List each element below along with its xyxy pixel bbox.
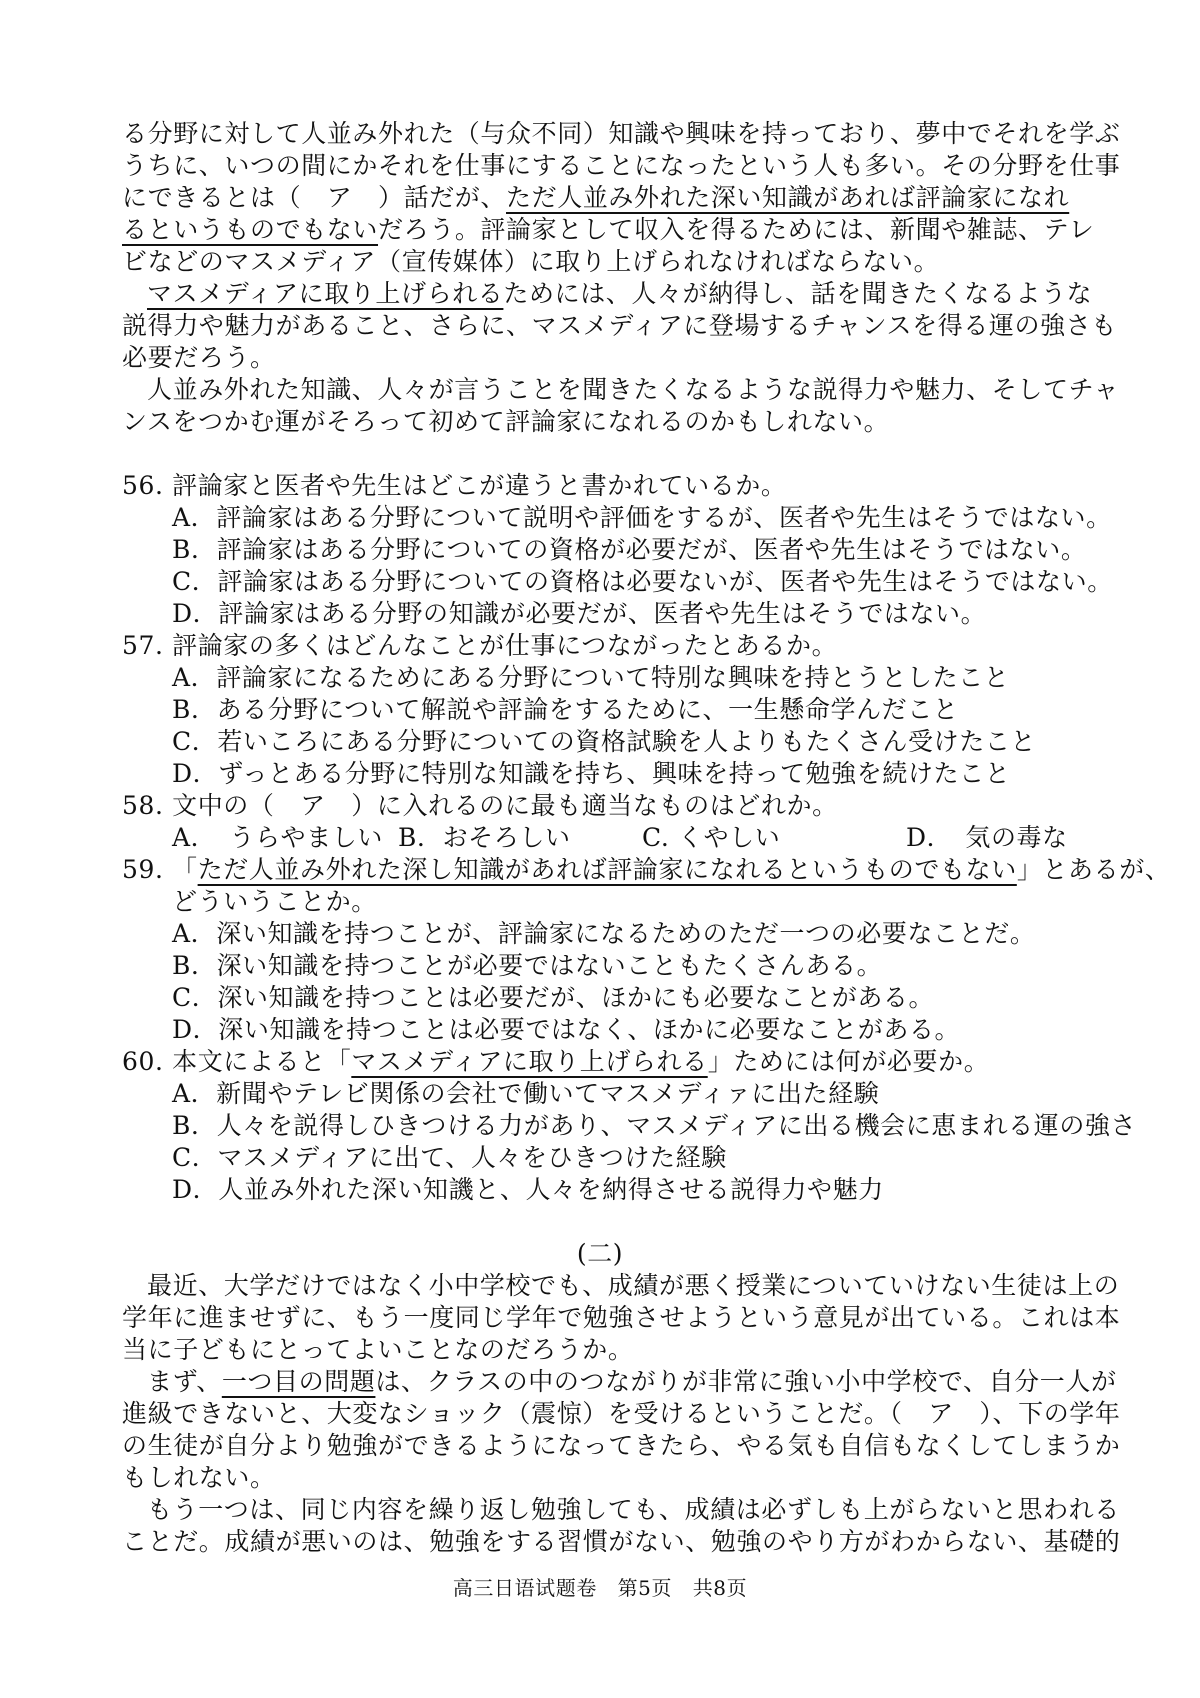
question-59-option-c: C．深い知識を持つことは必要だが、ほかにも必要なことがある。 [172,983,935,1012]
question-58-option-d: D． 気の毒な [906,823,1068,852]
question-57-option-a: A．評論家になるためにある分野について特別な興味を持とうとしたこと [172,663,1010,692]
question-text: 」ためには何が必要か。 [707,1047,990,1076]
question-58-option-b: B．おそろしい [398,823,571,852]
question-60-option-d: D．人並み外れた深い知譏と、人々を納得させる説得力や魅力 [172,1175,884,1204]
question-56-option-c: C．評論家はある分野についての資格は必要ないが、医者や先生はそうではない。 [172,567,1113,596]
passage-line: うちに、いつの間にかそれを仕事にすることになったという人も多い。その分野を仕事 [122,151,1121,180]
page-footer: 高三日语试题卷 第5页 共8页 [452,1576,748,1600]
question-57-option-d: D．ずっとある分野に特別な知識を持ち、興味を持って勉強を続けたこと [172,759,1011,788]
question-60-option-c: C．マスメディアに出て、人々をひきつけた経験 [172,1143,727,1172]
passage-line: 当に子どもにとってよいことなのだろうか。 [122,1335,634,1364]
passage-line: 進級できないと、大変なショック（震惊）を受けるということだ。（ ア ）、下の学年 [122,1399,1121,1428]
passage-line: 必要だろう。 [122,343,276,372]
passage-line: 学年に進ませずに、もう一度同じ学年で勉強させようという意見が出ている。これは本 [122,1303,1121,1332]
underlined-phrase: マスメディアに取り上げられる [147,279,504,308]
passage-line: ことだ。成績が悪いのは、勉強をする習慣がない、勉強のやり方がわからない、基礎的 [122,1527,1121,1556]
question-58-stem: 58. 文中の（ ア ）に入れるのに最も適当なものはどれか。 [122,791,838,820]
passage-line: 人並み外れた知識、人々が言うことを聞きたくなるような説得力や魅力、そしてチャ [147,375,1120,404]
question-60-option-a: A．新聞やテレビ関係の会社で働いてマスメディァに出た経験 [172,1079,880,1108]
question-60-stem [122,1046,989,1078]
underlined-phrase: ただ人並み外れた深し知識があれば評論家になれるというものでもない [197,855,1017,884]
quote-open: 「 [172,855,198,884]
question-60-option-b: B．人々を説得しひきつける力があり、マスメディアに出る機会に恵まれる運の強さ [172,1111,1137,1140]
question-56-option-d: D．評論家はある分野の知識が必要だが、医者や先生はそうではない。 [172,599,987,628]
passage-text: まず、 [147,1367,222,1396]
question-57-stem: 57. 評論家の多くはどんなことが仕事につながったとあるか。 [122,631,838,660]
underlined-phrase: 一つ目の問題 [221,1367,376,1396]
passage-line: 最近、大学だけではなく小中学校でも、成績が悪く授業についていけない生徒は上の [147,1271,1120,1300]
passage-line: る分野に対して人並み外れた（与众不同）知識や興味を持っており、夢中でそれを学ぶ [122,119,1121,148]
passage-text: ためには、人々が納得し、話を聞きたくなるような [503,279,1093,308]
passage-line [147,1366,1117,1398]
question-56-option-b: B．評論家はある分野についての資格が必要だが、医者や先生はそうではない。 [172,535,1087,564]
underlined-phrase: ただ人並み外れた深い知識があれば評論家になれ [506,183,1070,212]
question-56-stem: 56. 評論家と医者や先生はどこが違うと書かれているか。 [122,471,787,500]
question-58-option-c: C. くやしい [642,823,781,852]
passage-line [147,278,1092,310]
passage-text: だろう。評論家として収入を得るためには、新聞や雑誌、テレ [378,215,1095,244]
question-59-option-d: D．深い知識を持つことは必要ではなく、ほかに必要なことがある。 [172,1015,961,1044]
question-58-option-a: A． うらやましい [172,823,383,852]
question-text: 60. 本文によると「 [122,1047,352,1076]
passage-line: 説得力や魅力があること、さらに、マスメディアに登場するチャンスを得る運の強さも [122,311,1117,340]
passage-text: は、クラスの中のつながりが非常に強い小中学校で、自分一人が [375,1367,1117,1396]
passage-line [122,214,1094,246]
question-59-stem-continued: どういうことか。 [172,887,377,916]
underlined-phrase: マスメディアに取り上げられる [351,1047,708,1076]
question-57-option-c: C．若いころにある分野についての資格試験を人よりもたくさん受けたこと [172,727,1037,756]
passage-line: もう一つは、同じ内容を繰り返し勉強しても、成績は必ずしも上がらないと思われる [147,1495,1120,1524]
passage-line: ビなどのマスメディア（宣传媒体）に取り上げられなければならない。 [122,247,940,276]
question-56-option-a: A．評論家はある分野について説明や評価をするが、医者や先生はそうではない。 [172,503,1112,532]
question-59-number: 59. [122,855,164,884]
passage-line: もしれない。 [122,1463,276,1492]
passage-text: にできるとは（ ア ）話だが、 [122,183,507,212]
question-59-option-b: B．深い知識を持つことが必要ではないこともたくさんある。 [172,951,883,980]
question-57-option-b: B．ある分野について解説や評論をするために、一生懸命学んだこと [172,695,959,724]
question-59-option-a: A．深い知識を持つことが、評論家になるためのただ一つの必要なことだ。 [172,919,1036,948]
passage-line [122,182,1069,214]
question-59-stem [172,854,1170,886]
underlined-phrase: るというものでもない [122,215,379,244]
section-heading: (二) [576,1239,624,1268]
quote-close: 」とあるが、 [1016,855,1171,884]
passage-line: の生徒が自分より勉強ができるようになってきたら、やる気も自信もなくしてしまうか [122,1431,1121,1460]
passage-line: ンスをつかむ運がそろって初めて評論家になれるのかもしれない。 [122,407,890,436]
